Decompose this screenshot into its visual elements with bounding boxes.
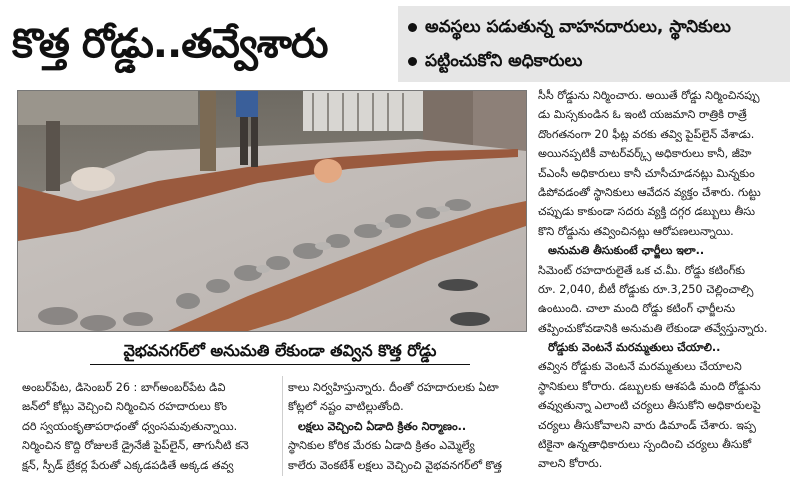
article-line: స్థానికులు కోరారు. డబ్బులకు ఆశపడి మంది రోడ్డును: [538, 379, 761, 393]
article-middle-column: [288, 378, 536, 475]
article-line: స్థానికుల కోరిక మేరకు ఏడాది క్రితం ఎమ్మెల్యే: [288, 439, 475, 453]
article-line: క్షన్, స్పీడ్ బ్రేకర్ల పేరుతో ఎక్కడపడితే అక్కడ తవ్వ: [22, 458, 234, 472]
news-photo: [17, 90, 527, 332]
bullet-item: [408, 12, 784, 42]
headline: కొత్త రోడ్డు..తవ్వేశారు: [12, 21, 328, 67]
article-line: కాలేరు వెంకటేశ్ లక్షలు వెచ్చించి వైభవనగర్‌లో కొత్త: [288, 458, 502, 472]
article-line: డు మిస్సకుండిన ఓ ఇంటి యజమాని రాత్రికి రాత్రే: [538, 108, 747, 122]
article-line: ఉంటుంది. చాలా మంది రోడ్డు కటింగ్ ఛార్జీలను: [538, 302, 736, 316]
article-line: కాలు నిర్వహిస్తున్నారు. దీంతో రహదారులకు ఏటా: [288, 381, 499, 394]
article-line: అంబర్‌పేట, డిసెంబర్ 26 : బాగ్అంబర్‌పేట డివి: [22, 381, 226, 394]
photo-caption: వైభవనగర్‌లో అనుమతి లేకుండా తవ్విన కొత్త రోడ్డు: [90, 338, 470, 365]
article-right-column: [538, 86, 792, 474]
subheading: రోడ్డుకు వెంటనే మరమ్మతులు చేయాలి..: [548, 341, 721, 355]
article-line: డిపోవడంతో స్థానికులు ఆవేదన వ్యక్తం చేశారు. గుట్టు: [538, 185, 761, 199]
column-divider: [282, 376, 283, 476]
article-line: సిమెంట్ రహదారులైతే ఒక చ.మీ. రోడ్డు కటింగ్‌కు: [538, 263, 746, 277]
article-line: కొని రోడ్డును తవ్వించినట్లు ఆరోపణలున్నాయి.: [538, 224, 734, 238]
article-line: తవ్వుతున్నా ఎలాంటి చర్యలు తీసుకోని అధికారులపై: [538, 399, 761, 413]
article-line: నిర్మించిన కొద్ది రోజులకే డ్రైనేజీ పైప్‌లైన్, తాగునీటి కనె: [22, 439, 249, 453]
article-line: తవ్విన రోడ్డుకు వెంటనే మరమ్మతులు చేయాలని: [538, 360, 742, 374]
article-left-column: [22, 378, 277, 475]
road-photo-illustration: [18, 91, 526, 331]
subheading: అనుమతి తీసుకుంటే ఛార్జీలు ఇలా..: [548, 244, 705, 258]
article-line: అయినప్పటికీ వాటర్‌వర్క్స్ అధికారులు కానీ, జీహె: [538, 147, 752, 161]
article-line: టికైనా ఉన్నతాధికారులు స్పందించి చర్యలు తీసుకో: [538, 438, 752, 452]
article-line: వాలని కోరారు.: [538, 457, 603, 471]
article-line: దరి స్వయంకృతాపరాధంతో ధ్వంసమవుతున్నాయి.: [22, 419, 238, 433]
bullet-box: [398, 6, 790, 82]
article-line: తప్పించుకోవడానికి అనుమతి లేకుండా తవ్వేస్తున్నారు.: [538, 321, 768, 335]
article-line: రూ. 2,040, బీటీ రోడ్డుకు రూ.3,250 చెల్లించాల్సి: [538, 282, 754, 296]
bullet-dot-icon: [408, 23, 417, 32]
article-line: చర్యలు తీసుకోవాలని వారు డిమాండ్ చేశారు. ఇప్ప: [538, 418, 756, 432]
subheading: లక్షలు వెచ్చించి ఏడాది క్రితం నిర్మాణం..: [298, 419, 467, 433]
article-line: చ్ఎంసీ అధికారులు కానీ చూసీచూడనట్లు మిన్నకుం: [538, 166, 755, 180]
article-line: సీసీ రోడ్డును నిర్మించారు. అయితే రోడ్డు నిర్మించినప్పు: [538, 89, 760, 102]
bullet-text: అవస్థలు పడుతున్న వాహనదారులు, స్థానికులు: [425, 17, 731, 37]
bullet-text: పట్టించుకోని అధికారులు: [425, 51, 583, 71]
article-line: జన్‌లో కోట్లు వెచ్చించి నిర్మించిన రహదారులు కొం: [22, 400, 227, 414]
article-line: కోట్లలో నష్టం వాటిల్లుతోంది.: [288, 400, 404, 414]
bullet-dot-icon: [408, 57, 417, 66]
article-line: దొంగతనంగా 20 ఫీట్ల వరకు తవ్వి పైప్‌లైన్ వేశాడు.: [538, 127, 755, 141]
article-line: చప్పుడు కాకుండా సదరు వ్యక్తి దగ్గర డబ్బులు తీసు: [538, 205, 755, 219]
bullet-item: [408, 46, 784, 76]
